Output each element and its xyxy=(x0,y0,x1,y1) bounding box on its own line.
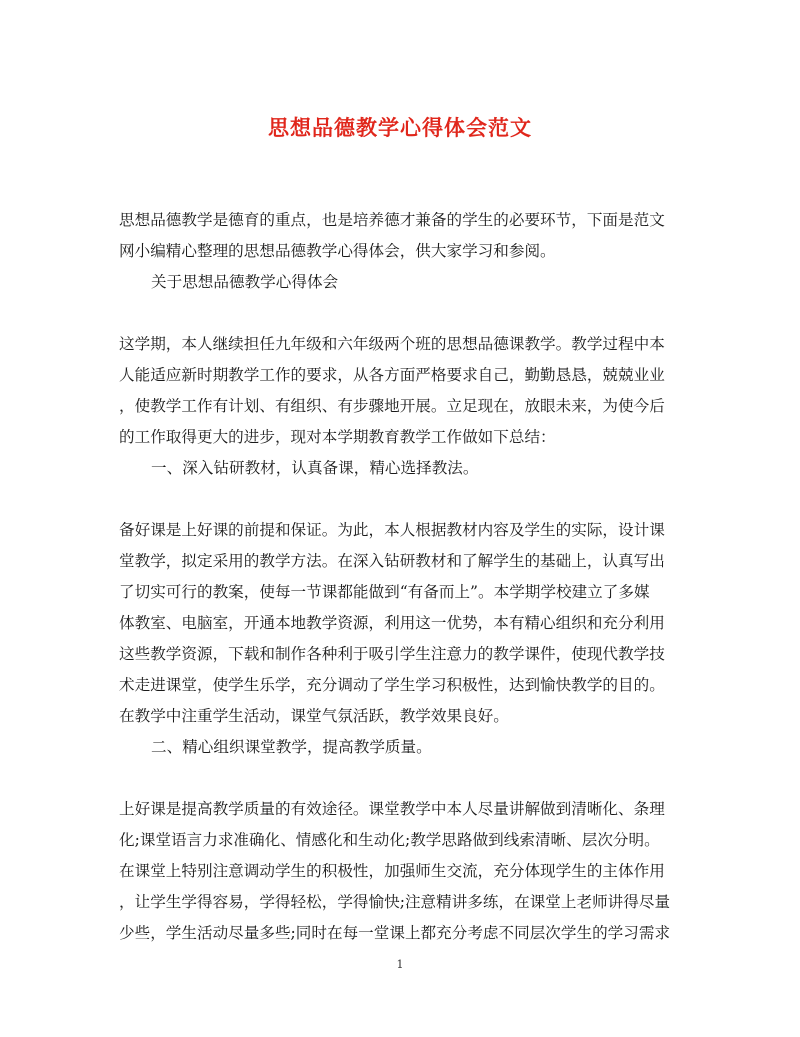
paragraph-gap xyxy=(119,298,681,329)
paragraph-line: 堂教学，拟定采用的教学方法。在深入钻研教材和了解学生的基础上，认真写出 xyxy=(119,552,665,570)
document-title: 思想品德教学心得体会范文 xyxy=(268,115,532,140)
paragraph-line: 人能适应新时期教学工作的要求，从各方面严格要求自己，勤勤恳恳，兢兢业业 xyxy=(119,366,665,384)
section-heading-2: 二、精心组织课堂教学，提高教学质量。 xyxy=(151,738,432,756)
paragraph-gap xyxy=(119,484,681,515)
paragraph-line: ，让学生学得容易，学得轻松，学得愉快;注意精讲多练，在课堂上老师讲得尽量 xyxy=(119,893,671,911)
paragraph-line: 这些教学资源，下载和制作各种利于吸引学生注意力的教学课件，使现代教学技 xyxy=(119,645,665,663)
paragraph-gap xyxy=(119,763,681,794)
intro-line: 网小编精心整理的思想品德教学心得体会，供大家学习和参阅。 xyxy=(119,242,556,260)
paragraph-line: ，使教学工作有计划、有组织、有步骤地开展。立足现在，放眼未来，为使今后 xyxy=(119,397,665,415)
paragraph-line: 在教学中注重学生活动，课堂气氛活跃，教学效果良好。 xyxy=(119,707,509,725)
page-number: 1 xyxy=(396,958,404,971)
paragraph-line: 化;课堂语言力求准确化、情感化和生动化;教学思路做到线索清晰、层次分明。 xyxy=(119,831,660,849)
section-heading-1: 一、深入钻研教材，认真备课，精心选择教法。 xyxy=(151,459,479,477)
paragraph-line: 的工作取得更大的进步，现对本学期教育教学工作做如下总结： xyxy=(119,428,556,446)
paragraph-line: 了切实可行的教案，使每一节课都能做到“有备而上”。本学期学校建立了多媒 xyxy=(119,583,650,601)
paragraph-line: 这学期，本人继续担任九年级和六年级两个班的思想品德课教学。教学过程中本 xyxy=(119,335,665,353)
section-subtitle: 关于思想品德教学心得体会 xyxy=(151,273,339,291)
paragraph-line: 体教室、电脑室，开通本地教学资源，利用这一优势，本有精心组织和充分利用 xyxy=(119,614,665,632)
paragraph-line: 少些，学生活动尽量多些;同时在每一堂课上都充分考虑不同层次学生的学习需求 xyxy=(119,924,671,942)
document-body xyxy=(119,205,681,949)
paragraph-line: 上好课是提高教学质量的有效途径。课堂教学中本人尽量讲解做到清晰化、条理 xyxy=(119,800,665,818)
paragraph-line: 在课堂上特别注意调动学生的积极性，加强师生交流，充分体现学生的主体作用 xyxy=(119,862,665,880)
paragraph-line: 备好课是上好课的前提和保证。为此，本人根据教材内容及学生的实际，设计课 xyxy=(119,521,665,539)
intro-line: 思想品德教学是德育的重点，也是培养德才兼备的学生的必要环节，下面是范文 xyxy=(119,211,665,229)
paragraph-line: 术走进课堂，使学生乐学，充分调动了学生学习积极性，达到愉快教学的目的。 xyxy=(119,676,665,694)
